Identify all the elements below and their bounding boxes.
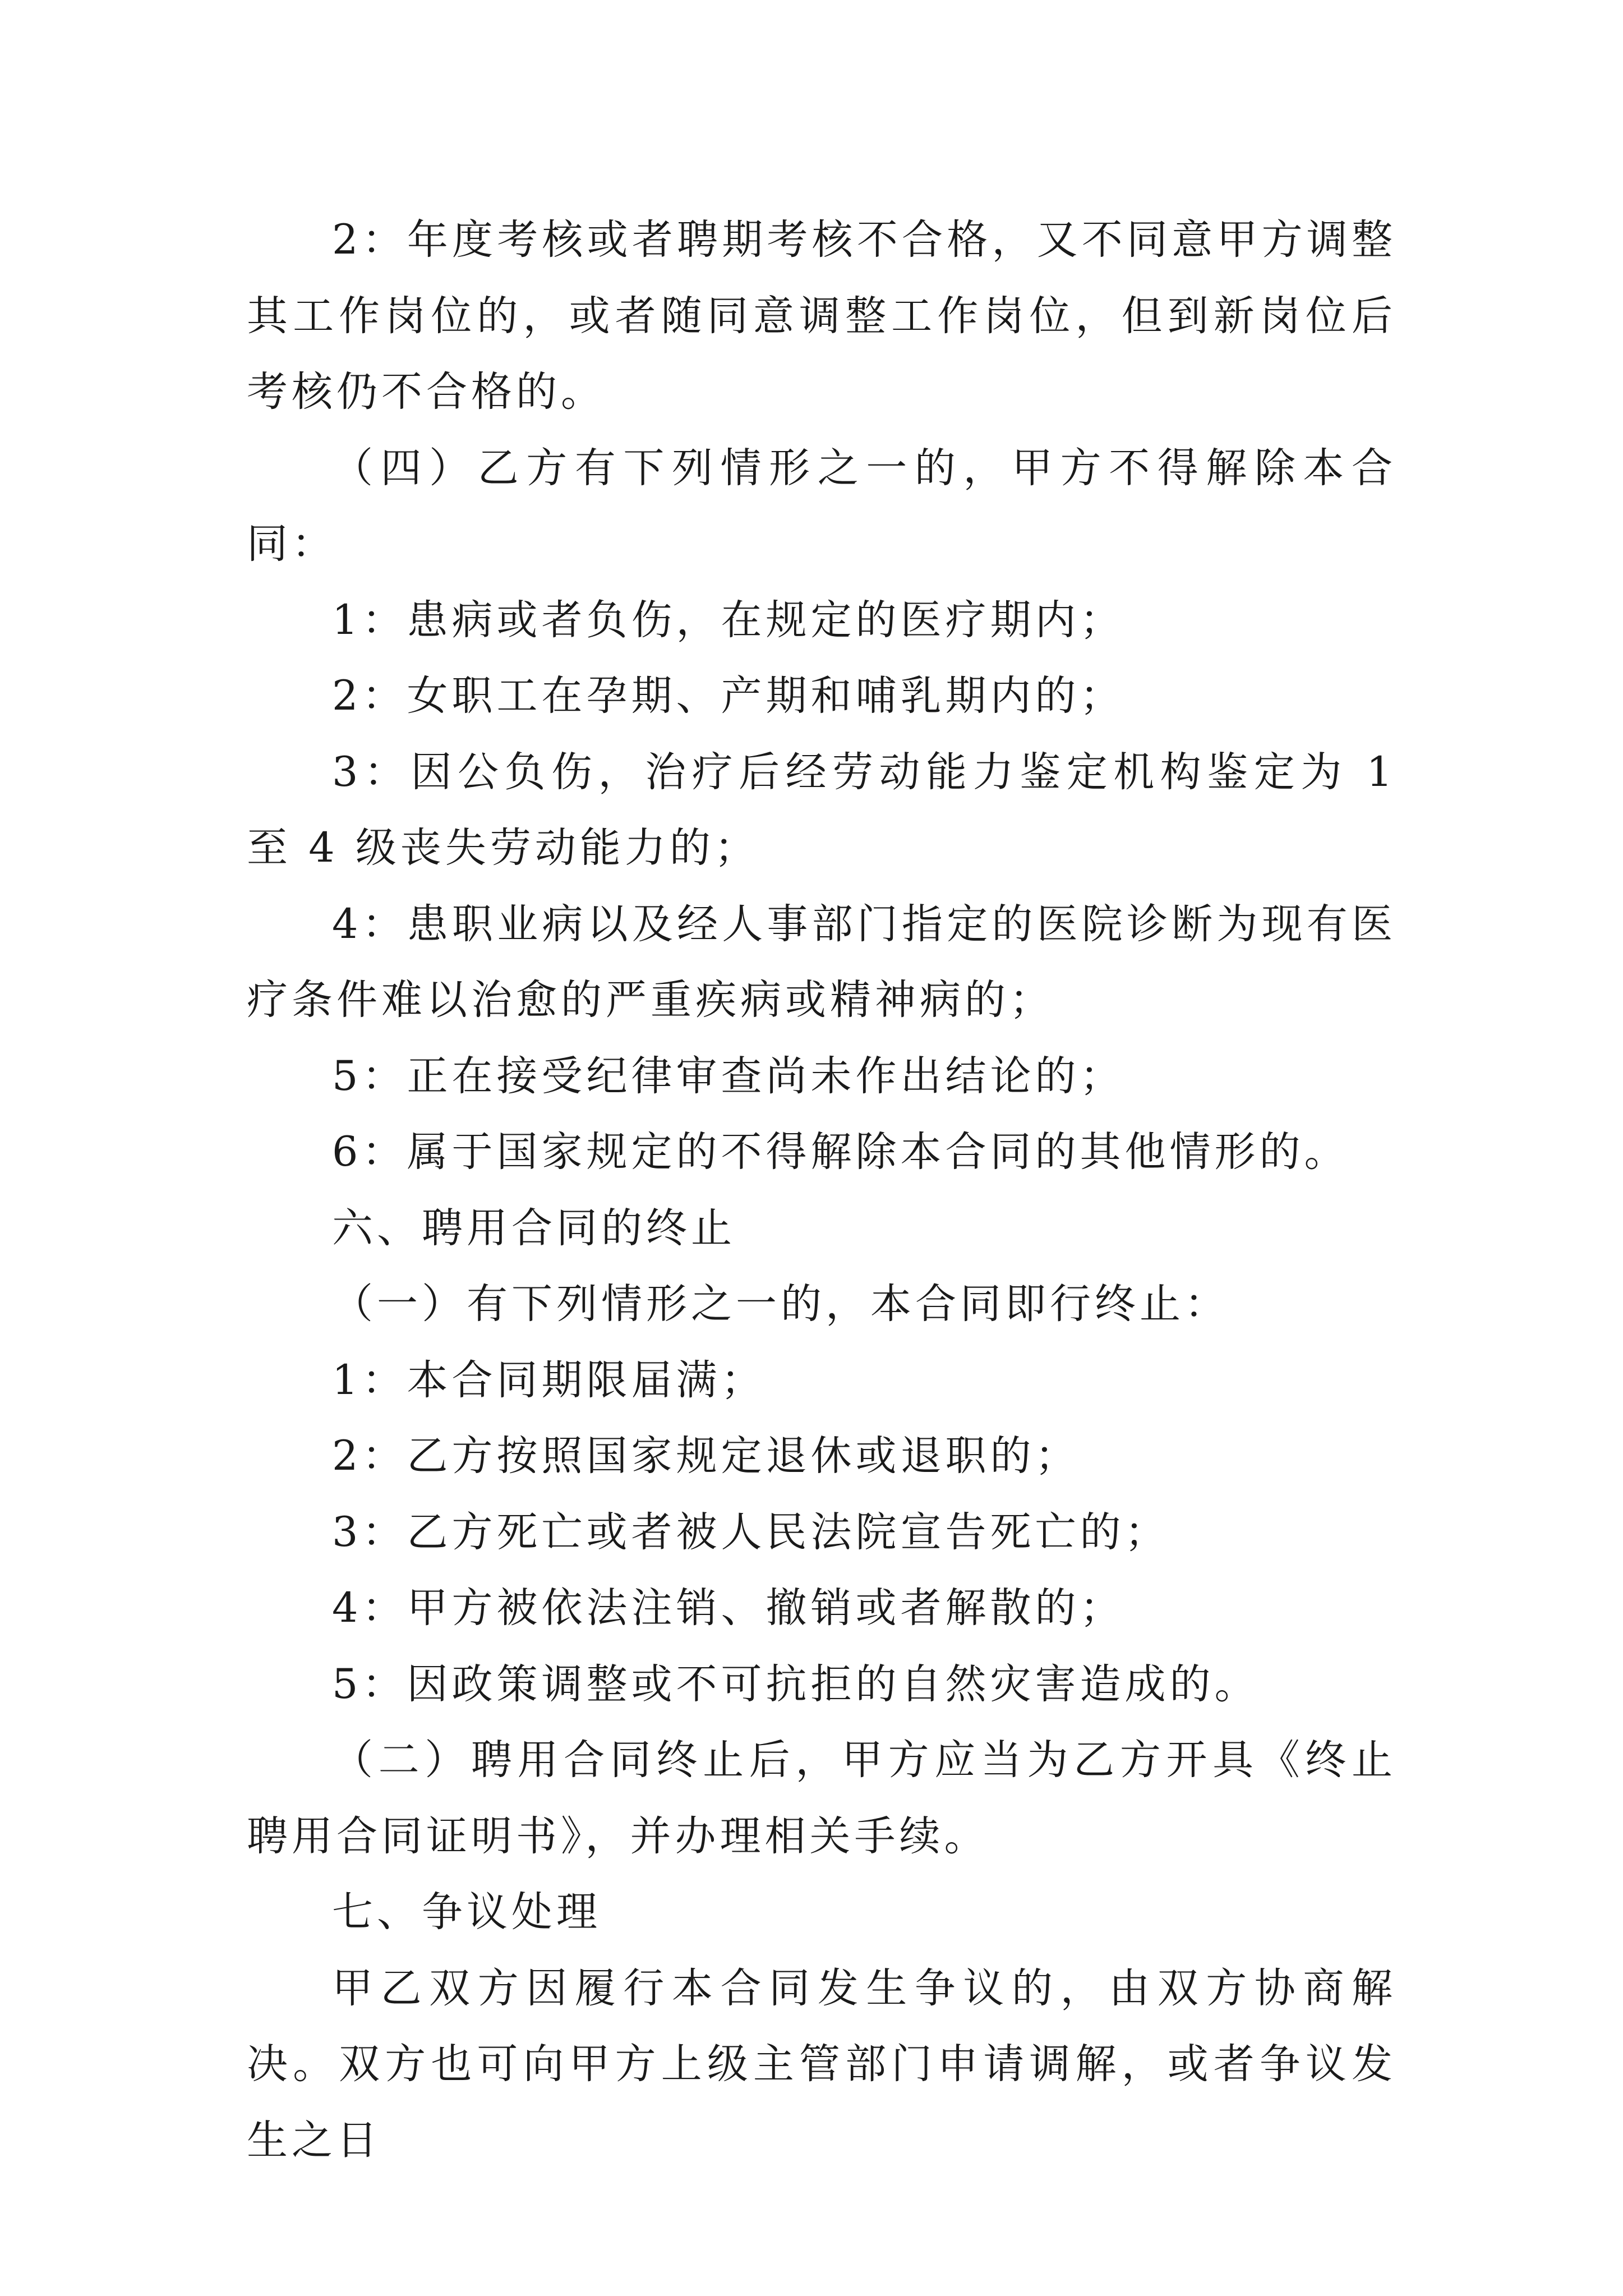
list-item-other-cases: 6：属于国家规定的不得解除本合同的其他情形的。 [332, 1128, 1349, 1176]
paragraph-assessment-failure: 2：年度考核或者聘期考核不合格，又不同意甲方调整其工作岗位的，或者随同意调整工作岗位，但到新岗位后考核仍不合格的。 [247, 216, 1396, 416]
list-item-illness-injury: 1：患病或者负伤，在规定的医疗期内； [332, 596, 1125, 644]
list-item-death: 3：乙方死亡或者被人民法院宣告死亡的； [332, 1508, 1170, 1556]
heading-termination-cases: （一）有下列情形之一的，本合同即行终止： [332, 1280, 1229, 1328]
list-item-force-majeure: 5：因政策调整或不可抗拒的自然灾害造成的。 [332, 1660, 1260, 1708]
list-item-disciplinary-review: 5：正在接受纪律审查尚未作出结论的； [332, 1052, 1125, 1100]
paragraph-dispute-resolution: 甲乙双方因履行本合同发生争议的，由双方协商解决。双方也可向甲方上级主管部门申请调解，或者争议发生之日 [247, 1964, 1396, 2164]
list-item-work-injury: 3：因公负伤，治疗后经劳动能力鉴定机构鉴定为 1 至 4 级丧失劳动能力的； [247, 748, 1396, 872]
section-heading-termination: 六、聘用合同的终止 [332, 1204, 736, 1252]
list-item-term-expired: 1：本合同期限届满； [332, 1356, 766, 1404]
list-item-retirement: 2：乙方按照国家规定退休或退职的； [332, 1432, 1080, 1480]
paragraph-termination-certificate: （二）聘用合同终止后，甲方应当为乙方开具《终止聘用合同证明书》，并办理相关手续。 [247, 1736, 1396, 1860]
document-body [247, 202, 1396, 2178]
heading-no-termination-cases: （四）乙方有下列情形之一的，甲方不得解除本合同： [247, 444, 1396, 568]
section-heading-dispute: 七、争议处理 [332, 1888, 601, 1936]
list-item-occupational-disease: 4：患职业病以及经人事部门指定的医院诊断为现有医疗条件难以治愈的严重疾病或精神病的； [247, 900, 1396, 1024]
list-item-dissolution: 4：甲方被依法注销、撤销或者解散的； [332, 1584, 1125, 1632]
list-item-female-maternity: 2：女职工在孕期、产期和哺乳期内的； [332, 672, 1125, 720]
